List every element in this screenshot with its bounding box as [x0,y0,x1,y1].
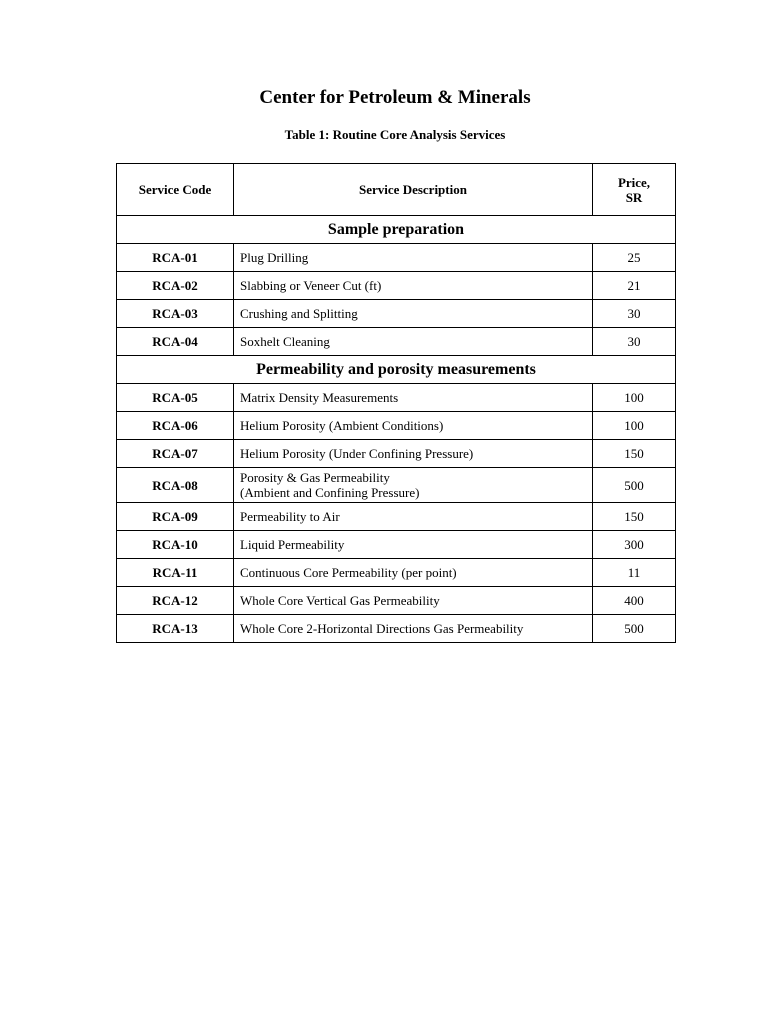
service-description: Liquid Permeability [234,531,593,559]
table-row [117,384,676,412]
service-code: RCA-05 [117,384,234,412]
service-description: Helium Porosity (Ambient Conditions) [234,412,593,440]
table-row [117,412,676,440]
service-description: Helium Porosity (Under Confining Pressure) [234,440,593,468]
table-row [117,244,676,272]
service-description [234,468,593,503]
table-row [117,587,676,615]
service-price: 100 [593,412,676,440]
service-price: 500 [593,615,676,643]
table-row [117,440,676,468]
service-description-line1: Porosity & Gas Permeability [240,470,390,485]
header-price-line2: SR [625,189,643,205]
table-row [117,559,676,587]
services-table [116,163,676,643]
service-price: 400 [593,587,676,615]
service-price: 30 [593,328,676,356]
table-row [117,328,676,356]
document-title: Center for Petroleum & Minerals [259,87,531,108]
service-description: Whole Core Vertical Gas Permeability [234,587,593,615]
service-price: 150 [593,440,676,468]
service-description: Permeability to Air [234,503,593,531]
service-code: RCA-10 [117,531,234,559]
service-description: Plug Drilling [234,244,593,272]
service-price: 30 [593,300,676,328]
section-title: Sample preparation [117,216,676,244]
header-price [593,164,676,216]
table-row [117,272,676,300]
table-header-row [117,164,676,216]
table-row [117,300,676,328]
service-price: 25 [593,244,676,272]
table-caption: Table 1: Routine Core Analysis Services [284,127,506,142]
service-code: RCA-04 [117,328,234,356]
header-service-code: Service Code [117,164,234,216]
service-price: 500 [593,468,676,503]
service-price: 11 [593,559,676,587]
service-code: RCA-03 [117,300,234,328]
service-code: RCA-11 [117,559,234,587]
service-code: RCA-09 [117,503,234,531]
service-description: Soxhelt Cleaning [234,328,593,356]
table-row [117,468,676,503]
section-header-sample-preparation [117,216,676,244]
service-description: Slabbing or Veneer Cut (ft) [234,272,593,300]
section-title: Permeability and porosity measurements [117,356,676,384]
service-code: RCA-13 [117,615,234,643]
table-row [117,503,676,531]
service-code: RCA-12 [117,587,234,615]
service-description-line2: (Ambient and Confining Pressure) [240,485,420,500]
service-code: RCA-01 [117,244,234,272]
service-description: Continuous Core Permeability (per point) [234,559,593,587]
header-service-description: Service Description [234,164,593,216]
service-code: RCA-06 [117,412,234,440]
service-price: 21 [593,272,676,300]
service-description: Whole Core 2-Horizontal Directions Gas Permeability [234,615,593,643]
service-code: RCA-08 [117,468,234,503]
service-code: RCA-07 [117,440,234,468]
service-code: RCA-02 [117,272,234,300]
service-price: 150 [593,503,676,531]
section-header-permeability-porosity [117,356,676,384]
service-price: 100 [593,384,676,412]
service-description: Crushing and Splitting [234,300,593,328]
service-description: Matrix Density Measurements [234,384,593,412]
header-price-line1: Price, [617,174,651,190]
table-row [117,531,676,559]
service-price: 300 [593,531,676,559]
table-row [117,615,676,643]
